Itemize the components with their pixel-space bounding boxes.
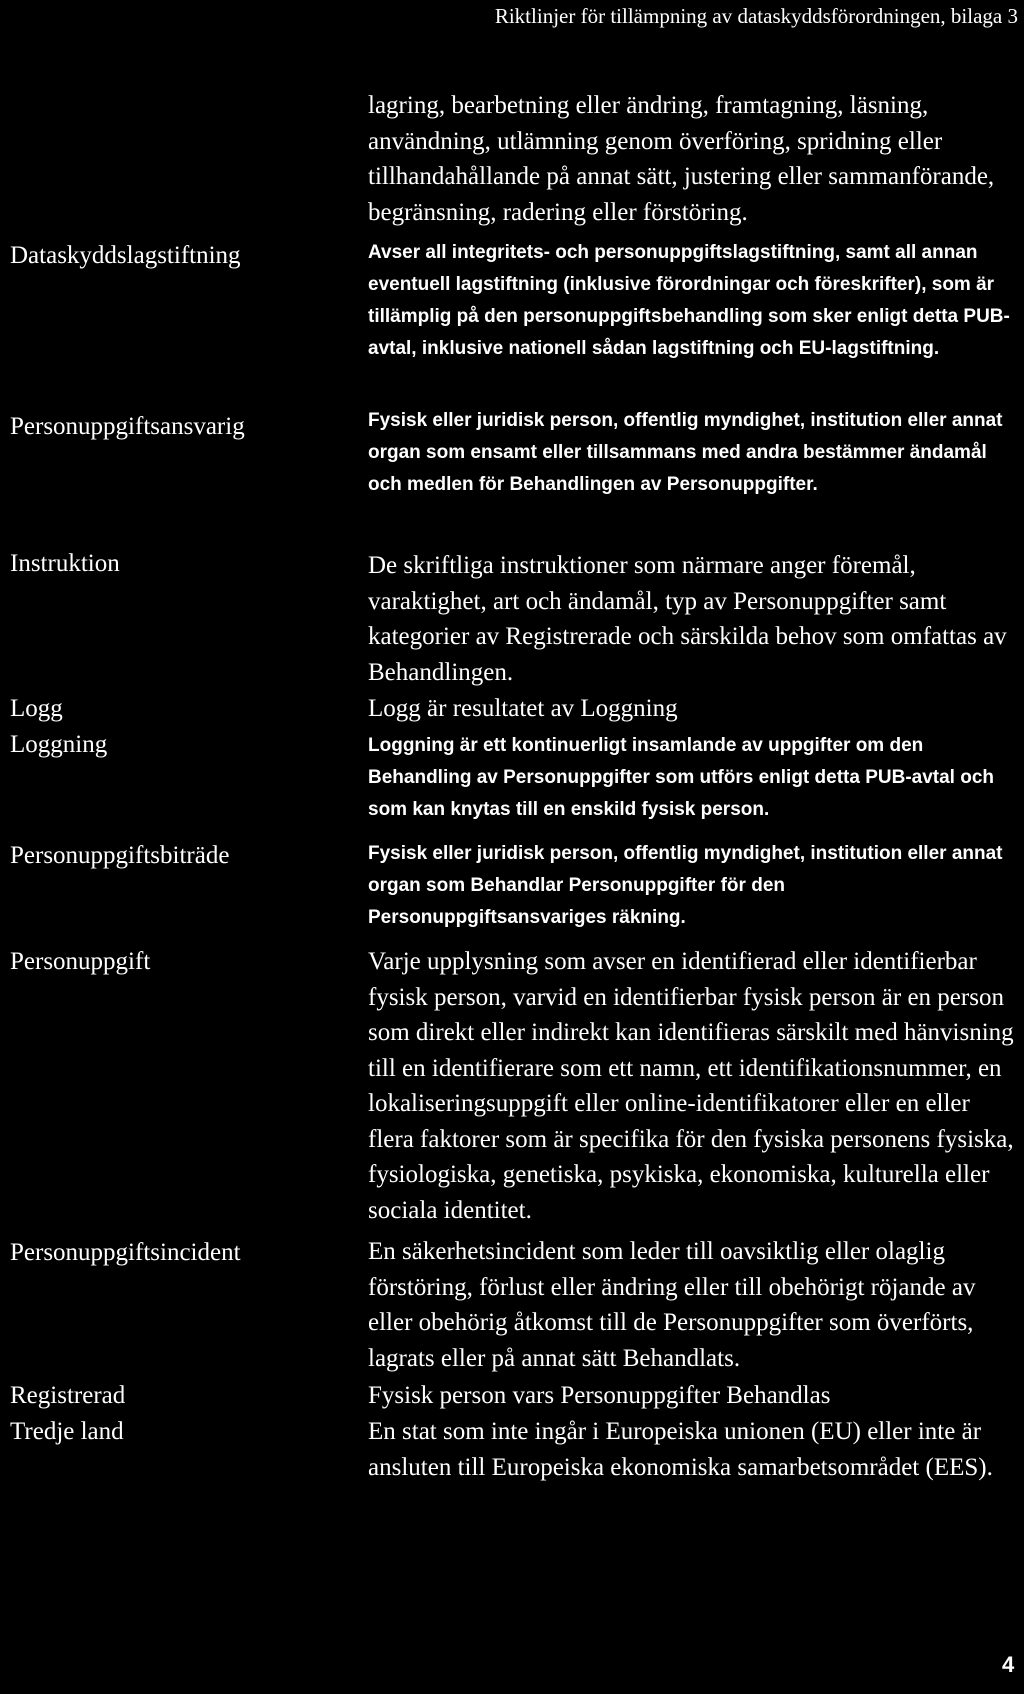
term-registrerad: Registrerad [10,1382,126,1409]
running-header: Riktlinjer för tillämpning av dataskyddsförordningen, bilaga 3 [494,4,1018,28]
definition-logg: Logg är resultatet av Loggning [368,695,678,722]
definition-personuppgiftsansvarig: Fysisk eller juridisk person, offentlig myndighet, institution eller annat organ som ensamt eller tillsammans med andra bestämmer ändamål och medlen för Behandlingen av Personuppgifter. [368,410,1003,495]
definition-dataskyddslagstiftning: Avser all integritets- och personuppgiftslagstiftning, samt all annan eventuell lagstiftning (inklusive förordningar och föreskrifter), som är tillämplig på den personuppgiftsbehandling som sker enligt detta PUB-avtal, inklusive nationell sådan lagstiftning och EU-lagstiftning. [368,242,1010,359]
term-logg: Logg [10,695,63,722]
continued-definition: lagring, bearbetning eller ändring, framtagning, läsning, användning, utlämning genom överföring, spridning eller tillhandahållande på annat sätt, justering eller sammanförande, begränsning, radering eller förstöring. [368,92,995,226]
definition-personuppgiftsbitrade: Fysisk eller juridisk person, offentlig myndighet, institution eller annat organ som Behandlar Personuppgifter för den Personuppgiftsansvariges räkning. [368,843,1003,928]
term-tredje-land: Tredje land [10,1418,124,1445]
definition-personuppgift: Varje upplysning som avser en identifierad eller identifierbar fysisk person, varvid en identifierbar fysisk person är en person som direkt eller indirekt kan identifieras särskilt med hänvisning till en identifierare som ett namn, ett identifikationsnummer, en lokaliseringsuppgift eller online-identifikatorer eller en eller flera faktorer som är specifika för den fysiska personens fysiska, fysiologiska, genetiska, psykiska, ekonomiska, kulturella eller sociala identitet. [368,948,1014,1224]
term-dataskyddslagstiftning: Dataskyddslagstiftning [10,242,241,269]
definition-registrerad: Fysisk person vars Personuppgifter Behandlas [368,1382,831,1409]
definition-instruktion: De skriftliga instruktioner som närmare anger föremål, varaktighet, art och ändamål, typ av Personuppgifter samt kategorier av Registrerade och särskilda behov som omfattas av Behandlingen. [368,552,1007,686]
term-personuppgiftsbitrade: Personuppgiftsbiträde [10,842,230,869]
term-instruktion: Instruktion [10,550,120,577]
term-personuppgift: Personuppgift [10,948,151,975]
definition-personuppgiftsincident: En säkerhetsincident som leder till oavsiktlig eller olaglig förstöring, förlust eller ändring eller till obehörigt röjande av eller obehörig åtkomst till de Personuppgifter som överförts, lagrats eller på annat sätt Behandlats. [368,1238,976,1372]
page-number: 4 [1002,1652,1015,1677]
definition-tredje-land: En stat som inte ingår i Europeiska unionen (EU) eller inte är ansluten till Europeiska ekonomiska samarbetsområdet (EES). [368,1418,993,1481]
term-personuppgiftsincident: Personuppgiftsincident [10,1239,241,1266]
term-loggning: Loggning [10,731,108,758]
term-personuppgiftsansvarig: Personuppgiftsansvarig [10,413,245,440]
definition-loggning: Loggning är ett kontinuerligt insamlande av uppgifter om den Behandling av Personuppgifter som utförs enligt detta PUB-avtal och som kan knytas till en enskild fysisk person. [368,735,995,820]
